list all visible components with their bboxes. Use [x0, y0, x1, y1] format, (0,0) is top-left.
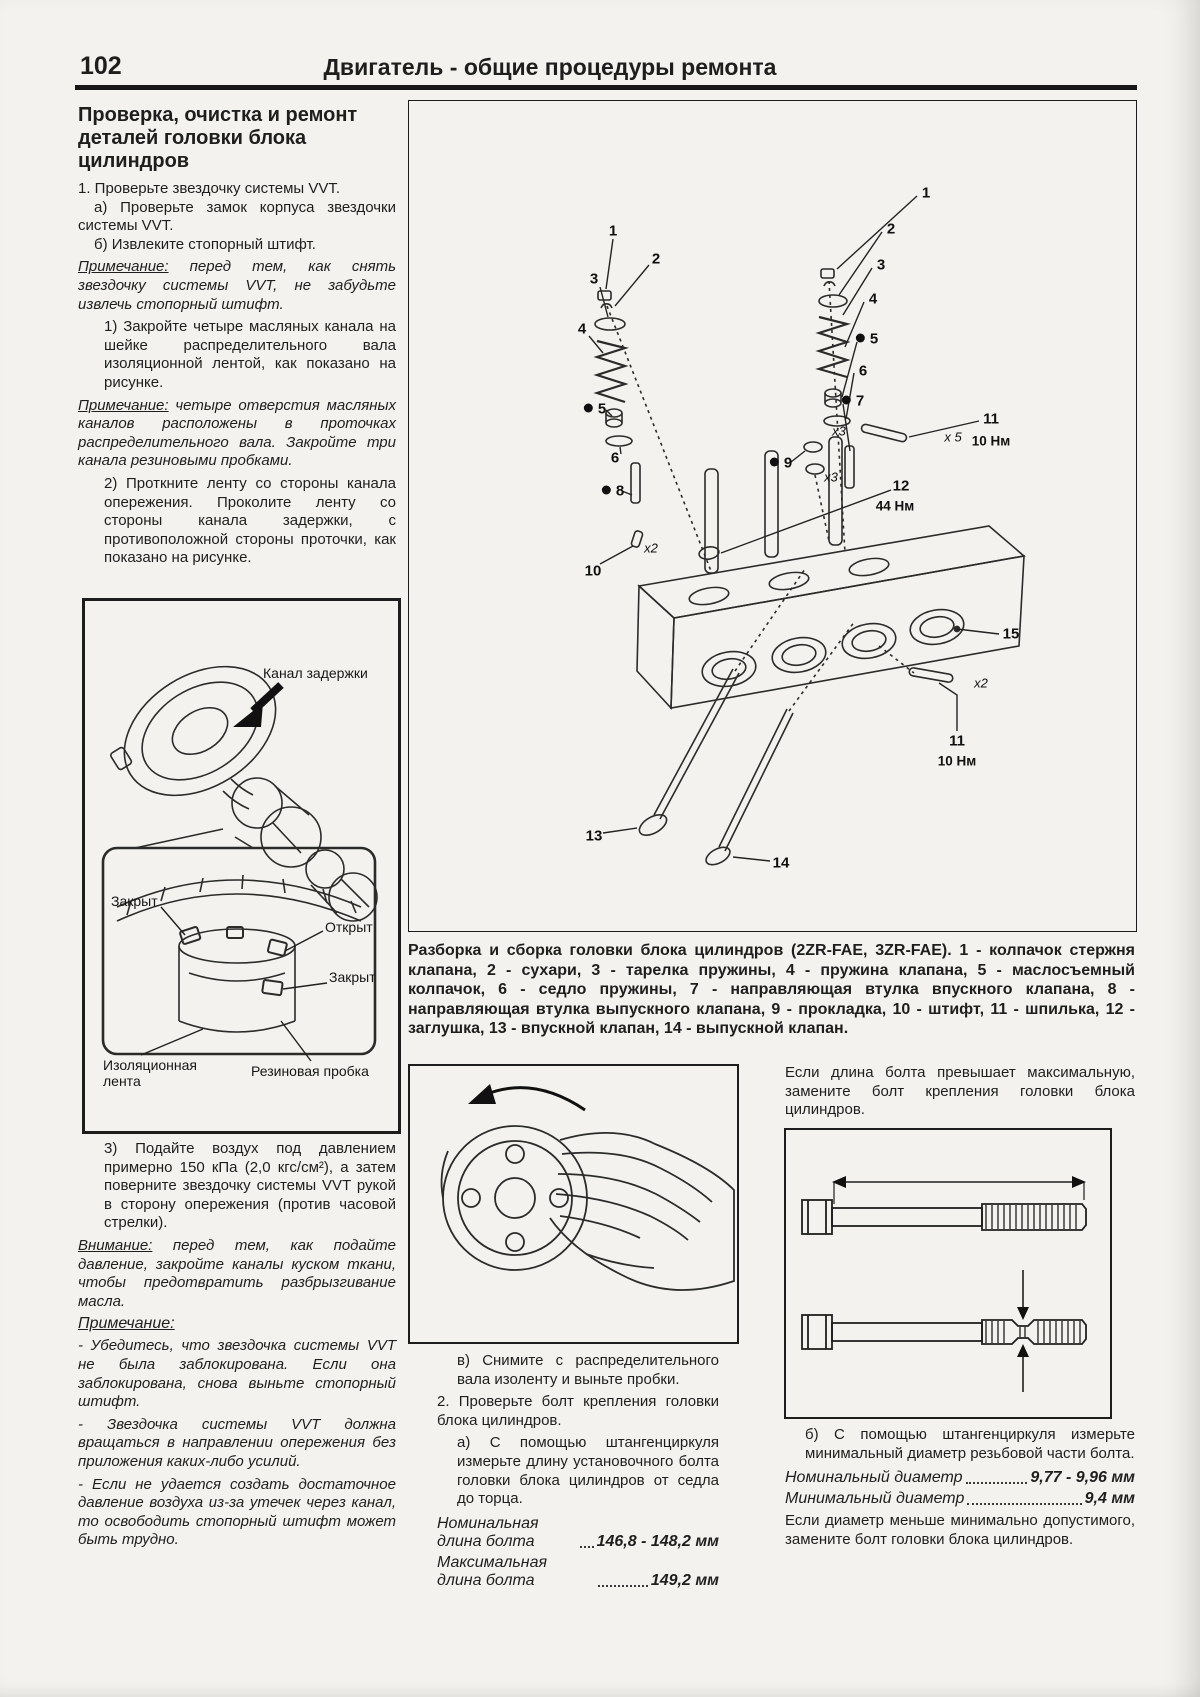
- warning-text: перед тем, как подайте давление, закройте каналы куском ткани, чтобы предотвратить разбрызгивание масла.: [78, 1236, 396, 1310]
- figure-caption: Разборка и сборка головки блока цилиндров (2ZR-FAE, 3ZR-FAE). 1 - колпачок стержня клапана, 2 - сухари, 3 - тарелка пружины, 4 - пружина клапана, 5 - маслосъемный колпачок, 6 - седло пружины, 7 - направляющая втулка впускного клапана, 8 - направляющая втулка выпускного клапана, 9 - прокладка, 10 - штифт, 11 - шпилька, 12 - заглушка, 13 - впускной клапан, 14 - выпускной клапан.: [408, 942, 1135, 1038]
- figure-hand-turning-sprocket: [408, 1064, 739, 1344]
- callout-1: 1: [608, 222, 618, 240]
- spec-max-bolt-length: [437, 1554, 719, 1590]
- callout-5: 5: [584, 401, 606, 418]
- callout-7: 7: [842, 393, 864, 410]
- callout-x2: x2: [974, 675, 988, 691]
- spec-value: 146,8 - 148,2 мм: [596, 1532, 719, 1550]
- callout-x5: x 5: [944, 429, 962, 445]
- figure-cylinder-head-exploded: [408, 100, 1137, 932]
- note-3-item-1: - Убедитесь, что звездочка системы VVT не была заблокирована. Если она заблокирована, снова выньте стопорный штифт.: [78, 1337, 396, 1411]
- spec-label: Максимальная длина болта: [437, 1553, 548, 1589]
- callout-x3: x3: [824, 469, 838, 485]
- spec-nominal-diameter: [785, 1469, 1135, 1487]
- callout-x2: x2: [644, 540, 658, 556]
- para-item-v: в) Снимите с распределительного вала изоленту и выньте пробки.: [457, 1352, 719, 1388]
- warning-label: Внимание:: [78, 1236, 153, 1254]
- callout-10: 10: [584, 562, 602, 580]
- callout-1: 1: [921, 184, 931, 202]
- spec-label: Минимальный диаметр: [785, 1490, 965, 1508]
- spec-min-diameter: [785, 1490, 1135, 1508]
- para-diameter-limit: Если диаметр меньше минимально допустимого, замените болт головки блока цилиндров.: [785, 1512, 1135, 1548]
- note-2-text: четыре отверстия масляных каналов расположены в проточках распределительного вала. Закройте три канала резиновыми пробками.: [78, 396, 396, 470]
- callout-4: 4: [577, 320, 587, 338]
- para-item2: 2. Проверьте болт крепления головки блока цилиндров.: [437, 1393, 719, 1429]
- callout-11: 11: [949, 732, 965, 750]
- label-closed-top: Закрыт: [111, 893, 158, 909]
- header-rule: [75, 85, 1137, 90]
- callout-2: 2: [651, 250, 661, 268]
- callout-8: 8: [602, 483, 624, 500]
- para-item1: 1. Проверьте звездочку системы VVT.: [78, 180, 341, 197]
- note-2-label: Примечание:: [78, 396, 169, 414]
- spec-value: 149,2 мм: [650, 1571, 719, 1589]
- label-open: Открыт: [325, 919, 373, 935]
- spec-value: 9,4 мм: [1084, 1490, 1135, 1508]
- para-item2a: а) С помощью штангенциркуля измерьте длину установочного болта головки блока цилиндров от седла до торца.: [457, 1434, 719, 1508]
- callout-9: 9: [770, 455, 792, 472]
- callout-4: 4: [868, 290, 878, 308]
- note-3-item-2: - Звездочка системы VVT должна вращаться в направлении опережения без приложения каких-либо усилий.: [78, 1415, 396, 1470]
- callout-2: 2: [886, 220, 896, 238]
- label-closed-bottom: Закрыт: [329, 969, 376, 985]
- spec-dots: [580, 1546, 594, 1548]
- callout-10Нм: 10 Нм: [937, 753, 977, 769]
- bolt-figure-drawing: [786, 1130, 1110, 1417]
- exploded-callouts: [409, 101, 1136, 931]
- label-delay-channel: Канал задержки: [263, 665, 368, 681]
- callout-15: 15: [1002, 625, 1020, 643]
- callout-6: 6: [858, 362, 868, 380]
- spec-label: Номинальная длина болта: [437, 1514, 539, 1550]
- callout-5: 5: [856, 331, 878, 348]
- note-1-label: Примечание:: [78, 258, 169, 276]
- note-3-label: Примечание:: [78, 1315, 175, 1333]
- section-heading: Проверка, очистка и ремонт деталей головки блока цилиндров: [78, 104, 358, 172]
- callout-3: 3: [589, 270, 599, 288]
- para-bolt-length-limit: Если длина болта превышает максимальную, замените болт крепления головки блока цилиндров.: [785, 1064, 1135, 1119]
- left-column-top: [78, 104, 396, 568]
- spec-dots: [966, 1482, 1028, 1484]
- spec-dots: [598, 1585, 648, 1587]
- note-3-item-3: - Если не удается создать достаточное давление воздуха из-за утечек через канал, то освободить стопорный штифт может быть трудно.: [78, 1475, 396, 1549]
- callout-3: 3: [876, 256, 886, 274]
- callout-12: 12: [892, 477, 910, 495]
- para-item-b: б) С помощью штангенциркуля измерьте минимальный диаметр резьбовой части болта.: [805, 1426, 1135, 1462]
- right-column: [785, 1064, 1135, 1120]
- rotation-arrow-icon: [468, 1084, 585, 1110]
- right-column-lower: [785, 1426, 1135, 1549]
- figure-vvt-camshaft: [82, 598, 401, 1134]
- middle-column: [437, 1352, 719, 1590]
- callout-10Нм: 10 Нм: [971, 433, 1011, 449]
- left-column-bottom: [78, 1140, 396, 1554]
- spec-label: Номинальный диаметр: [785, 1469, 963, 1487]
- spec-nominal-bolt-length: [437, 1515, 719, 1551]
- para-item1a: а) Проверьте замок корпуса звездочки системы VVT.: [78, 198, 396, 235]
- figure-head-bolt-measurement: [784, 1128, 1112, 1419]
- callout-6: 6: [610, 449, 620, 467]
- callout-14: 14: [772, 854, 790, 872]
- note-1-text: перед тем, как снять звездочку системы VVT, не забудьте извлечь стопорный штифт.: [78, 258, 396, 313]
- callout-11: 11: [983, 410, 999, 428]
- para-step3: 3) Подайте воздух под давлением примерно 150 кПа (2,0 кгс/см²), а затем поверните звездочку системы VVT рукой в сторону опережения (против часовой стрелки).: [104, 1140, 396, 1232]
- para-step1: 1) Закройте четыре масляных канала на шейке распределительного вала изоляционной лентой, как показано на рисунке.: [104, 318, 396, 391]
- callout-x3: x3: [832, 423, 846, 439]
- label-insulating-tape: Изоляционная лента: [103, 1057, 198, 1089]
- hand-figure-drawing: [410, 1066, 737, 1342]
- para-item1b: б) Извлеките стопорный штифт.: [94, 235, 316, 253]
- callout-13: 13: [585, 827, 603, 845]
- spec-dots: [967, 1503, 1081, 1505]
- callout-44Нм: 44 Нм: [875, 498, 915, 514]
- label-rubber-plug: Резиновая пробка: [251, 1063, 369, 1079]
- warning: [78, 1237, 396, 1311]
- page-title: Двигатель - общие процедуры ремонта: [323, 54, 777, 80]
- spec-value: 9,77 - 9,96 мм: [1030, 1469, 1135, 1487]
- note-1: [78, 258, 396, 314]
- page-number: 102: [80, 52, 122, 80]
- note-2: [78, 397, 396, 471]
- para-step2: 2) Проткните ленту со стороны канала опережения. Проколите ленту со стороны канала задержки, с противоположной стороны проточки, как показано на рисунке.: [104, 474, 396, 567]
